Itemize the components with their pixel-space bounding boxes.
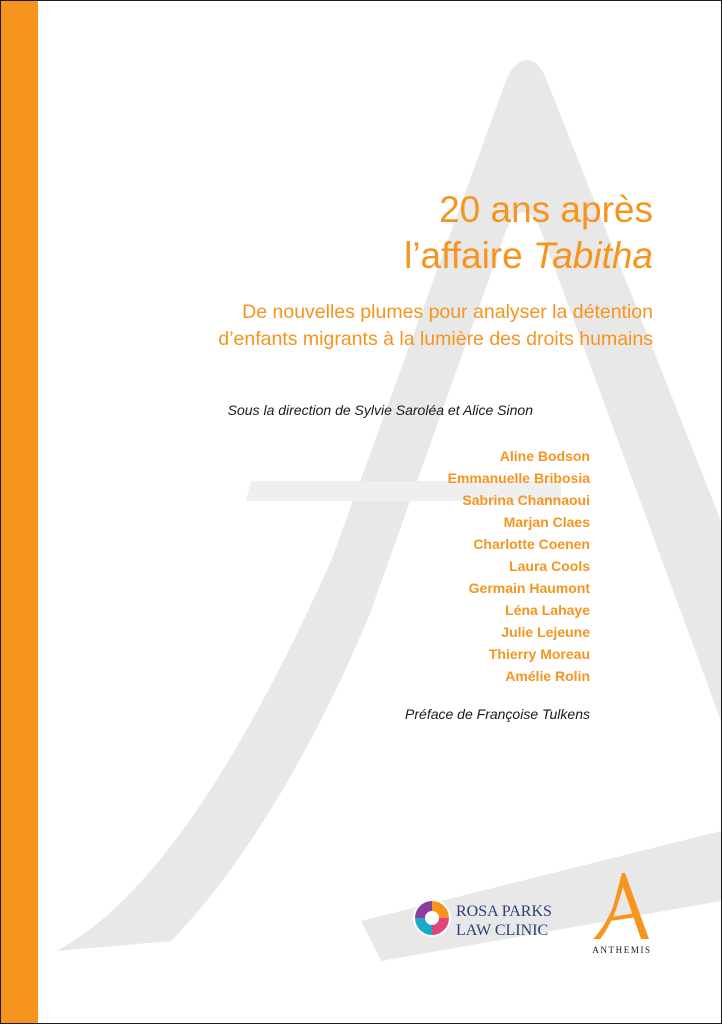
author-list xyxy=(448,445,590,687)
book-subtitle xyxy=(218,299,653,353)
subtitle-line-2: d’enfants migrants à la lumière des droits humains xyxy=(218,328,653,350)
title-line-1: 20 ans après xyxy=(439,189,653,230)
author-name: Germain Haumont xyxy=(468,580,590,596)
book-title xyxy=(404,187,653,279)
publisher-name: ANTHEMIS xyxy=(592,945,652,955)
rosa-parks-logo-icon xyxy=(412,898,452,938)
author-name: Sabrina Channaoui xyxy=(462,492,590,508)
rosa-parks-line-1: ROSA PARKS xyxy=(456,903,552,920)
author-name: Amélie Rolin xyxy=(505,668,590,684)
rosa-parks-line-2: LAW CLINIC xyxy=(456,922,549,939)
author-name: Emmanuelle Bribosia xyxy=(447,470,590,486)
anthemis-logo-icon xyxy=(591,869,653,941)
editors-credit: Sous la direction de Sylvie Saroléa et Alice Sinon xyxy=(227,402,533,418)
author-name: Léna Lahaye xyxy=(505,602,590,618)
author-name: Aline Bodson xyxy=(499,448,590,464)
title-prefix: l’affaire xyxy=(404,235,533,276)
subtitle-line-1: De nouvelles plumes pour analyser la détention xyxy=(242,301,653,323)
title-line-2 xyxy=(404,233,653,279)
author-name: Marjan Claes xyxy=(503,514,590,530)
preface-credit: Préface de Françoise Tulkens xyxy=(405,706,590,722)
rosa-parks-logo-text xyxy=(456,902,552,940)
author-name: Charlotte Coenen xyxy=(473,536,590,552)
author-name: Laura Cools xyxy=(509,558,590,574)
author-name: Julie Lejeune xyxy=(501,624,590,640)
author-name: Thierry Moreau xyxy=(488,646,590,662)
title-italic: Tabitha xyxy=(532,235,653,276)
